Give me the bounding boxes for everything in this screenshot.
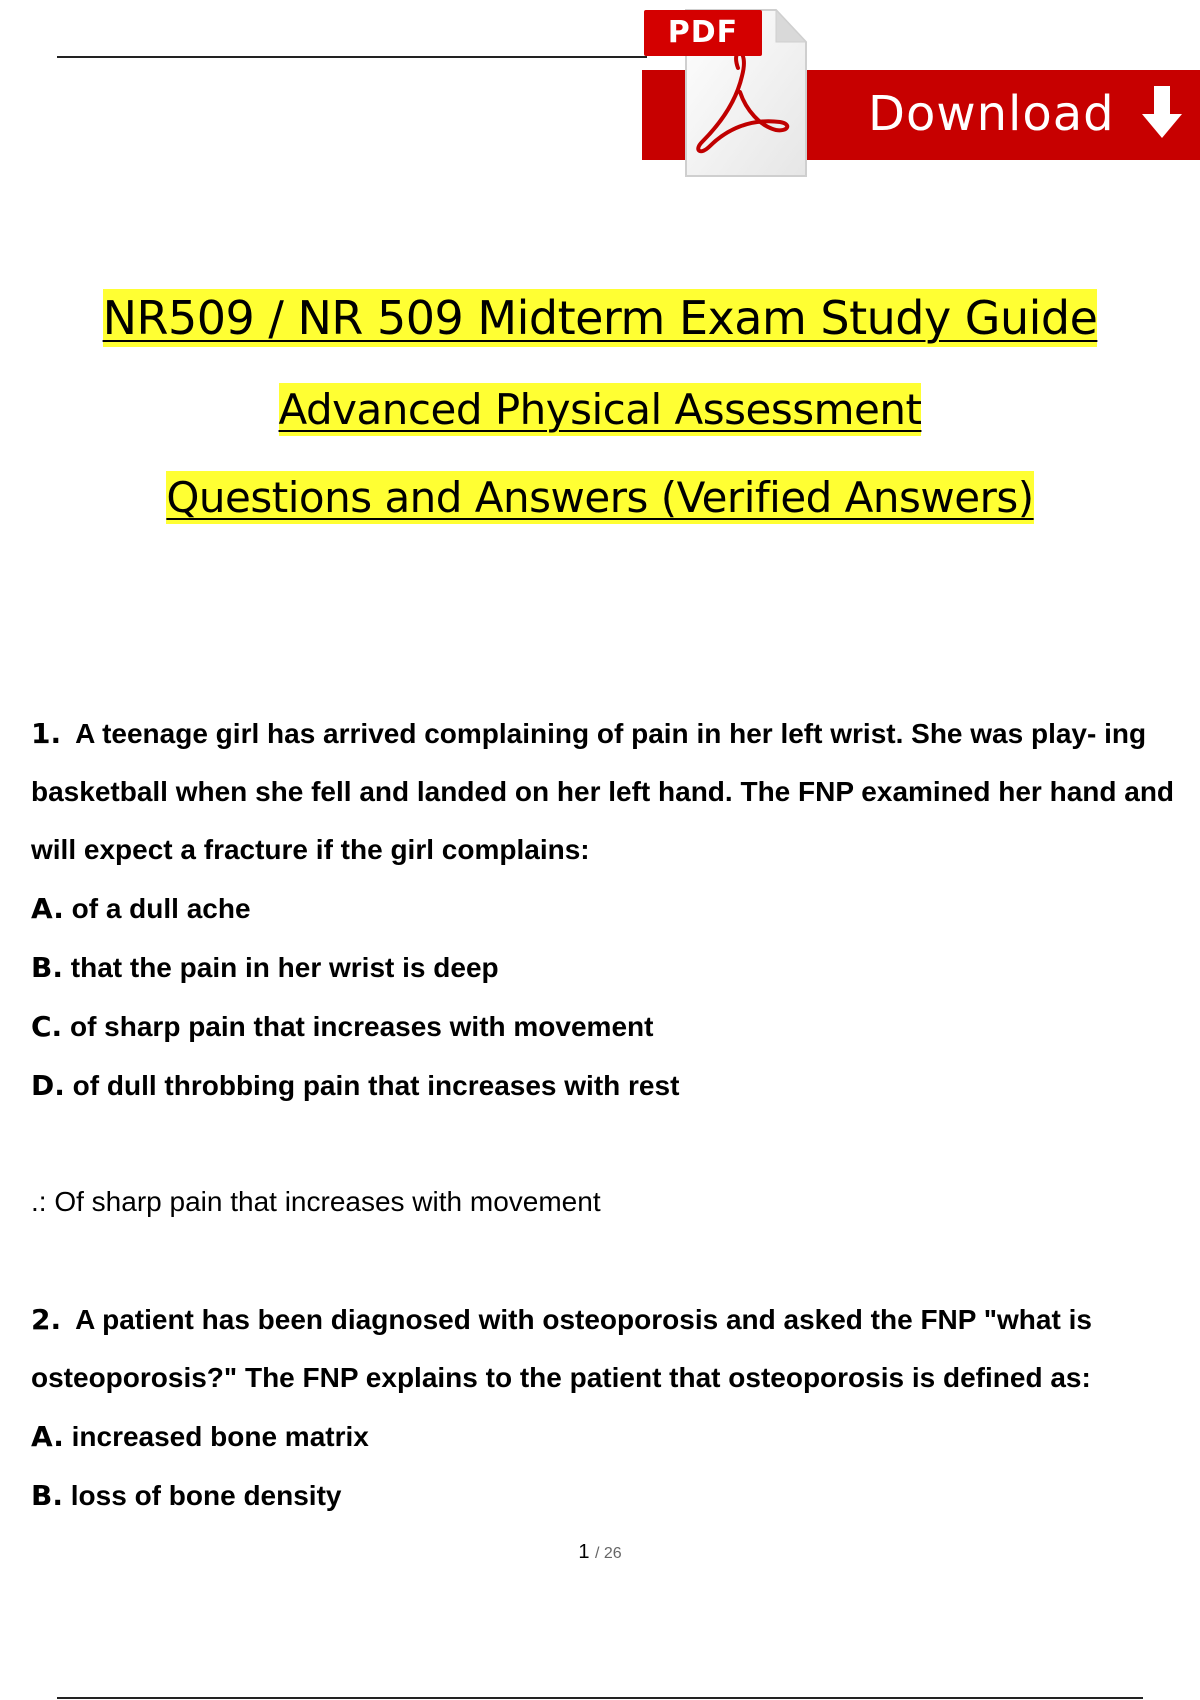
title-block (0, 282, 1200, 526)
pdf-tag: PDF (644, 10, 762, 56)
document-title: NR509 / NR 509 Midterm Exam Study Guide (102, 291, 1098, 345)
question-2 (31, 1291, 1200, 1525)
top-rule (57, 56, 647, 58)
option-c: C. of sharp pain that increases with movement (31, 1010, 654, 1043)
question-text-line: basketball when she fell and landed on her left hand. The FNP examined her hand and (31, 776, 1175, 807)
question-number: 1. (31, 717, 62, 750)
question-1 (31, 705, 1200, 1115)
pdf-download-banner[interactable] (642, 0, 1200, 180)
question-text-line: 1. A teenage girl has arrived complaining of pain in her left wrist. She was play- ing (31, 717, 1147, 750)
question-text-line: osteoporosis?" The FNP explains to the patient that osteoporosis is defined as: (31, 1362, 1091, 1393)
page-number: 1 / 26 (578, 1541, 622, 1563)
option-a: A. increased bone matrix (31, 1420, 369, 1453)
question-text-line: 2. A patient has been diagnosed with osteoporosis and asked the FNP "what is (31, 1303, 1092, 1336)
question-text-line: will expect a fracture if the girl complains: (31, 834, 590, 865)
option-b: B. that the pain in her wrist is deep (31, 951, 499, 984)
answer-1: .: Of sharp pain that increases with movement (31, 1186, 601, 1217)
document-subtitle: Advanced Physical Assessment (278, 385, 922, 434)
bottom-rule (57, 1697, 1143, 1699)
option-b: B. loss of bone density (31, 1479, 342, 1512)
option-d: D. of dull throbbing pain that increases with rest (31, 1069, 680, 1102)
question-number: 2. (31, 1303, 62, 1336)
option-a: A. of a dull ache (31, 892, 251, 925)
document-subtitle-2: Questions and Answers (Verified Answers) (166, 473, 1034, 522)
download-label: Download (868, 86, 1115, 142)
download-arrow-icon (1140, 84, 1184, 144)
